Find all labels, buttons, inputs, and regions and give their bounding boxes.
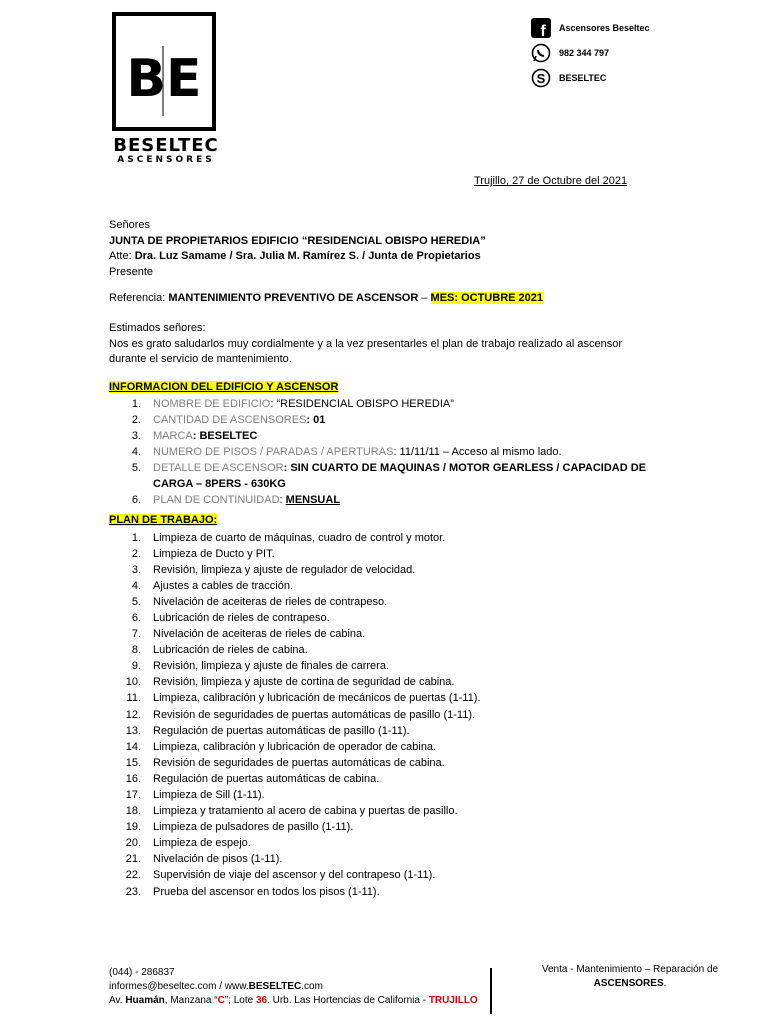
logo-company-name: BESELTEC — [113, 135, 219, 156]
list-item: 19. Limpieza de pulsadores de pasillo (1-11). — [125, 821, 354, 834]
list-item: 6. PLAN DE CONTINUIDAD: MENSUAL — [131, 494, 341, 507]
list-item: 8. Lubricación de rieles de cabina. — [131, 644, 308, 657]
building-info-section — [109, 380, 661, 508]
list-item: 4. Ajustes a cables de tracción. — [131, 579, 294, 592]
addressee-block — [109, 218, 669, 280]
list-item: 5. DETALLE DE ASCENSOR: SIN CUARTO DE MAQUINAS / MOTOR GEARLESS / CAPACIDAD DE CARGA – 8PERS - 630KG — [131, 461, 647, 490]
work-plan-list — [107, 530, 661, 900]
list-item: 9. Revisión, limpieza y ajuste de finales de carrera. — [131, 660, 390, 673]
contact-facebook — [531, 18, 650, 38]
svg-text:S: S — [536, 71, 546, 86]
skype-icon — [531, 68, 551, 88]
list-item: 21. Nivelación de pisos (1-11). — [125, 853, 283, 866]
list-item: 1. Limpieza de cuarto de máquinas, cuadro de control y motor. — [131, 531, 446, 544]
work-plan-section — [109, 513, 661, 900]
list-item: 23. Prueba del ascensor en todos los pisos (1-11). — [125, 885, 380, 898]
reference-line: Referencia: MANTENIMIENTO PREVENTIVO DE ASCENSOR – MES: OCTUBRE 2021 — [109, 292, 544, 304]
intro-line-2: durante el servicio de mantenimiento. — [109, 353, 292, 365]
list-item: 7. Nivelación de aceiteras de rieles de cabina. — [131, 628, 366, 641]
intro-paragraph — [109, 321, 669, 368]
list-item: 15. Revisión de seguridades de puertas automáticas de cabina. — [125, 756, 445, 769]
facebook-icon — [531, 18, 551, 38]
building-info-heading: INFORMACION DEL EDIFICIO Y ASCENSOR — [109, 381, 339, 393]
contact-skype — [531, 68, 606, 88]
logo-tagline: ASCENSORES — [117, 155, 215, 165]
reference-month: MES: OCTUBRE 2021 — [430, 292, 544, 304]
list-item: 22. Supervisión de viaje del ascensor y del contrapeso (1-11). — [125, 869, 436, 882]
greeting: Estimados señores: — [109, 322, 206, 334]
work-plan-heading: PLAN DE TRABAJO: — [109, 514, 218, 526]
contact-whatsapp — [531, 43, 609, 63]
list-item: 2. Limpieza de Ducto y PIT. — [131, 547, 275, 560]
company-logo — [112, 12, 216, 131]
salutation: Señores — [109, 219, 150, 231]
list-item: 20. Limpieza de espejo. — [125, 837, 251, 850]
list-item: 12. Revisión de seguridades de puertas automáticas de pasillo (1-11). — [125, 708, 476, 721]
list-item: 2. CANTIDAD DE ASCENSORES: 01 — [131, 413, 326, 426]
addressee-atte: Atte: Dra. Luz Samame / Sra. Julia M. Ramírez S. / Junta de Propietarios — [109, 250, 481, 262]
be-monogram-icon — [116, 16, 212, 127]
list-item: 14. Limpieza, calibración y lubricación de operador de cabina. — [125, 740, 437, 753]
list-item: 5. Nivelación de aceiteras de rieles de contrapeso. — [131, 595, 388, 608]
list-item: 17. Limpieza de Sill (1-11). — [125, 789, 265, 801]
building-info-list — [107, 396, 661, 509]
logo-monogram-text: BE — [126, 49, 202, 109]
list-item: 1. NOMBRE DE EDIFICIO: “RESIDENCIAL OBISPO HEREDIA” — [131, 397, 454, 410]
list-item: 11. Limpieza, calibración y lubricación de mecánicos de puertas (1-11). — [126, 692, 481, 705]
list-item: 10. Revisión, limpieza y ajuste de cortina de seguridad de cabina. — [125, 676, 455, 689]
addressee-org: JUNTA DE PROPIETARIOS EDIFICIO “RESIDENCIAL OBISPO HEREDIA” — [109, 234, 486, 247]
intro-line-1: Nos es grato saludarlos muy cordialmente y a la vez presentarles el plan de trabajo realizado al ascensor — [109, 337, 622, 350]
footer-address: Av. Huamán, Manzana “C”; Lote 36. Urb. Las Hortencias de California - TRUJILLO — [109, 995, 478, 1006]
list-item: 13. Regulación de puertas automáticas de pasillo (1-11). — [125, 724, 410, 737]
footer-contact — [109, 966, 478, 1008]
svg-text:f: f — [540, 23, 546, 38]
date-line: Trujillo, 27 de Octubre del 2021 — [474, 175, 628, 187]
whatsapp-label: 982 344 797 — [559, 48, 610, 58]
footer-divider — [490, 968, 492, 1014]
list-item: 4. NUMERO DE PISOS / PARADAS / APERTURAS: 11/11/11 – Acceso al mismo lado. — [131, 445, 562, 458]
list-item: 6. Lubricación de rieles de contrapeso. — [131, 611, 330, 624]
footer-email-web: informes@beseltec.com / www.BESELTEC.com — [109, 981, 323, 992]
list-item: 18. Limpieza y tratamiento al acero de cabina y puertas de pasillo. — [125, 805, 458, 818]
presente: Presente — [109, 265, 154, 278]
whatsapp-icon — [531, 43, 551, 63]
footer-phone: (044) - 286837 — [109, 967, 175, 978]
footer-services: Venta - Mantenimiento – Reparación de ASCENSORES. — [541, 964, 719, 989]
skype-label: BESELTEC — [559, 73, 607, 83]
list-item: 16. Regulación de puertas automáticas de cabina. — [125, 772, 380, 785]
list-item: 3. MARCA: BESELTEC — [131, 429, 258, 442]
list-item: 3. Revisión, limpieza y ajuste de regulador de velocidad. — [131, 563, 416, 576]
facebook-label: Ascensores Beseltec — [559, 23, 650, 33]
